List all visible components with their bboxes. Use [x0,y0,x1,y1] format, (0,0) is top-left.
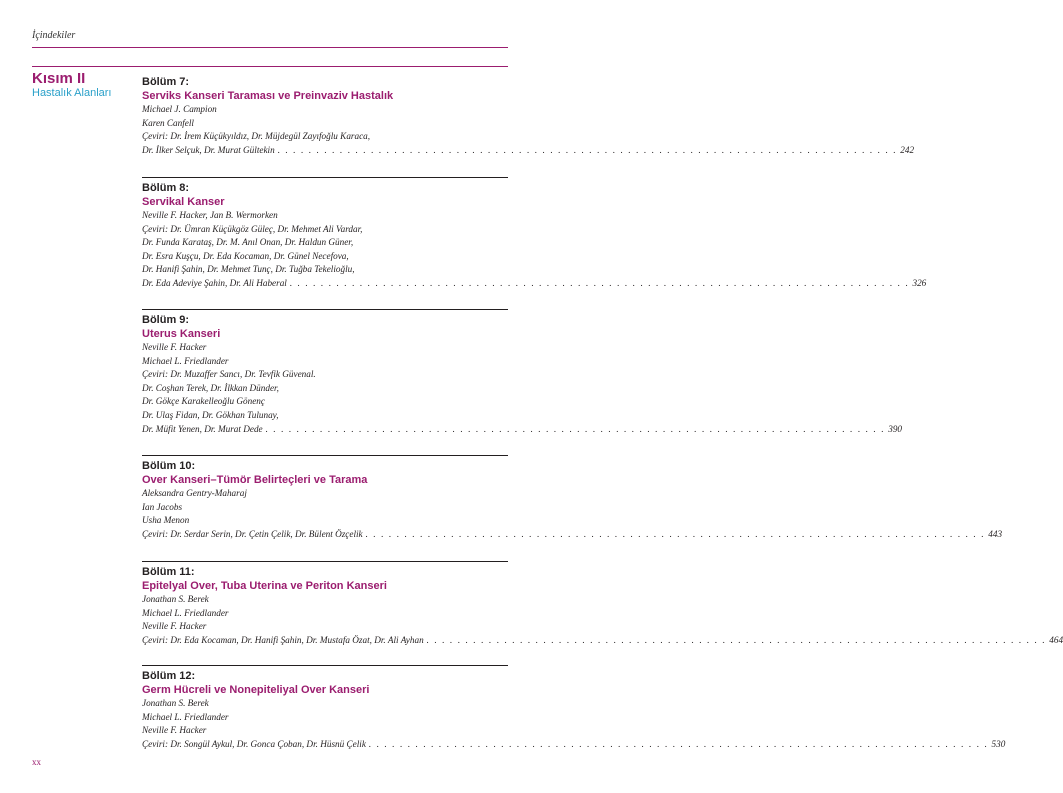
part-rule [32,66,508,67]
chapter-number: Bölüm 12: [142,670,196,682]
chapter-last-line [142,634,1063,648]
dot-leader: . . . . . . . . . . . . . . . . . . . . . . . . . . . . . . . . . . . . . . . . . . . . . . . . . . . . . . . . . . . . . . . . . . . . . . . . . . . . . . . . [426,634,1047,645]
chapter-translator-line: Dr. İlker Selçuk, Dr. Murat Gültekin [142,144,275,155]
chapter-author-line: Dr. Hanifi Şahin, Dr. Mehmet Tunç, Dr. Tuğba Tekelioğlu, [142,264,355,275]
chapter-divider [142,177,508,178]
chapter-number: Bölüm 11: [142,566,195,578]
header-rule [32,47,508,48]
chapter-title[interactable]: Uterus Kanseri [142,328,221,340]
chapter-entry[interactable] [142,182,927,291]
chapter-author-line: Michael L. Friedlander [142,355,229,366]
chapter-translator-line: Çeviri: Dr. Eda Kocaman, Dr. Hanifi Şahin, Dr. Mustafa Özat, Dr. Ali Ayhan [142,634,424,645]
chapter-author-line: Neville F. Hacker, Jan B. Wermorken [142,210,278,220]
chapter-divider [142,665,508,666]
dot-leader: . . . . . . . . . . . . . . . . . . . . . . . . . . . . . . . . . . . . . . . . . . . . . . . . . . . . . . . . . . . . . . . . . . . . . . . . . . . . . . . . [365,528,986,539]
chapter-title[interactable]: Epitelyal Over, Tuba Uterina ve Periton Kanseri [142,580,387,592]
chapter-author-line: Çeviri: Dr. İrem Küçükyıldız, Dr. Müjdegül Zayıfoğlu Karaca, [142,131,371,142]
chapter-translator-line: Çeviri: Dr. Serdar Serin, Dr. Çetin Çelik, Dr. Bülent Özçelik [142,528,363,539]
chapter-author-line: Çeviri: Dr. Ümran Küçükgöz Güleç, Dr. Mehmet Ali Vardar, [142,223,363,234]
chapter-divider [142,309,508,310]
part-subtitle: Hastalık Alanları [32,87,112,99]
chapter-entry[interactable] [142,76,915,157]
chapter-divider [142,561,508,562]
chapter-author-line: Jonathan S. Berek [142,594,209,604]
chapter-last-line [142,144,915,158]
chapter-entry[interactable] [142,566,1063,647]
chapter-number: Bölüm 7: [142,76,190,88]
chapter-number: Bölüm 9: [142,314,190,326]
running-head: İçindekiler [32,30,76,41]
chapter-author-line: Dr. Coşhan Terek, Dr. İlkkan Dünder, [142,382,279,393]
chapter-author-line: Neville F. Hacker [142,621,207,632]
chapter-author-line: Çeviri: Dr. Muzaffer Sancı, Dr. Tevfik Güvenal. [142,369,316,380]
chapter-author-line: Usha Menon [142,515,190,526]
chapter-title[interactable]: Germ Hücreli ve Nonepiteliyal Over Kanseri [142,684,370,696]
chapter-author-line: Neville F. Hacker [142,725,207,736]
chapter-page-number[interactable]: 390 [888,423,903,434]
chapter-last-line [142,738,1006,752]
chapter-author-line: Dr. Gökçe Karakelleoğlu Gönenç [142,396,265,407]
chapter-title[interactable]: Serviks Kanseri Taraması ve Preinvaziv Hastalık [142,90,394,102]
dot-leader: . . . . . . . . . . . . . . . . . . . . . . . . . . . . . . . . . . . . . . . . . . . . . . . . . . . . . . . . . . . . . . . . . . . . . . . . . . . . . . . . [289,277,910,288]
part-heading [32,70,111,100]
chapter-last-line [142,423,903,437]
chapter-last-line [142,528,1003,542]
page-number: xx [32,757,41,767]
chapter-divider [142,455,508,456]
dot-leader: . . . . . . . . . . . . . . . . . . . . . . . . . . . . . . . . . . . . . . . . . . . . . . . . . . . . . . . . . . . . . . . . . . . . . . . . . . . . . . . . [277,144,898,155]
chapter-entry[interactable] [142,460,1003,541]
chapter-entry[interactable] [142,314,903,436]
dot-leader: . . . . . . . . . . . . . . . . . . . . . . . . . . . . . . . . . . . . . . . . . . . . . . . . . . . . . . . . . . . . . . . . . . . . . . . . . . . . . . . . [265,423,886,434]
chapter-page-number[interactable]: 326 [912,277,927,288]
dot-leader: . . . . . . . . . . . . . . . . . . . . . . . . . . . . . . . . . . . . . . . . . . . . . . . . . . . . . . . . . . . . . . . . . . . . . . . . . . . . . . . . [368,738,989,749]
chapter-last-line [142,277,927,291]
chapter-author-line: Michael L. Friedlander [142,711,229,722]
chapter-translator-line: Dr. Müfit Yenen, Dr. Murat Dede [142,423,263,434]
chapter-number: Bölüm 10: [142,460,196,472]
chapter-author-line: Dr. Esra Kuşçu, Dr. Eda Kocaman, Dr. Günel Necefova, [142,250,349,261]
chapter-page-number[interactable]: 242 [900,144,915,155]
chapter-number: Bölüm 8: [142,182,190,194]
chapter-page-number[interactable]: 530 [991,738,1006,749]
chapter-author-line: Dr. Funda Karataş, Dr. M. Anıl Onan, Dr. Haldun Güner, [142,237,354,248]
chapter-author-line: Jonathan S. Berek [142,698,209,708]
chapter-page-number[interactable]: 443 [988,528,1003,539]
chapter-page-number[interactable]: 464 [1049,634,1063,645]
chapter-title[interactable]: Over Kanseri–Tümör Belirteçleri ve Tarama [142,474,368,486]
chapter-author-line: Michael L. Friedlander [142,607,229,618]
chapter-author-line: Aleksandra Gentry-Maharaj [142,488,247,498]
chapter-translator-line: Dr. Eda Adeviye Şahin, Dr. Ali Haberal [142,277,287,288]
chapter-author-line: Ian Jacobs [142,501,183,512]
part-title: Kısım II [32,70,86,87]
chapter-author-line: Dr. Ulaş Fidan, Dr. Gökhan Tulunay, [142,409,279,420]
chapter-author-line: Karen Canfell [142,117,194,128]
chapter-entry[interactable] [142,670,1006,751]
chapter-author-line: Neville F. Hacker [142,342,207,352]
chapter-author-line: Michael J. Campion [142,104,217,114]
chapter-title[interactable]: Servikal Kanser [142,196,225,208]
chapter-translator-line: Çeviri: Dr. Songül Aykul, Dr. Gonca Çoban, Dr. Hüsnü Çelik [142,738,366,749]
